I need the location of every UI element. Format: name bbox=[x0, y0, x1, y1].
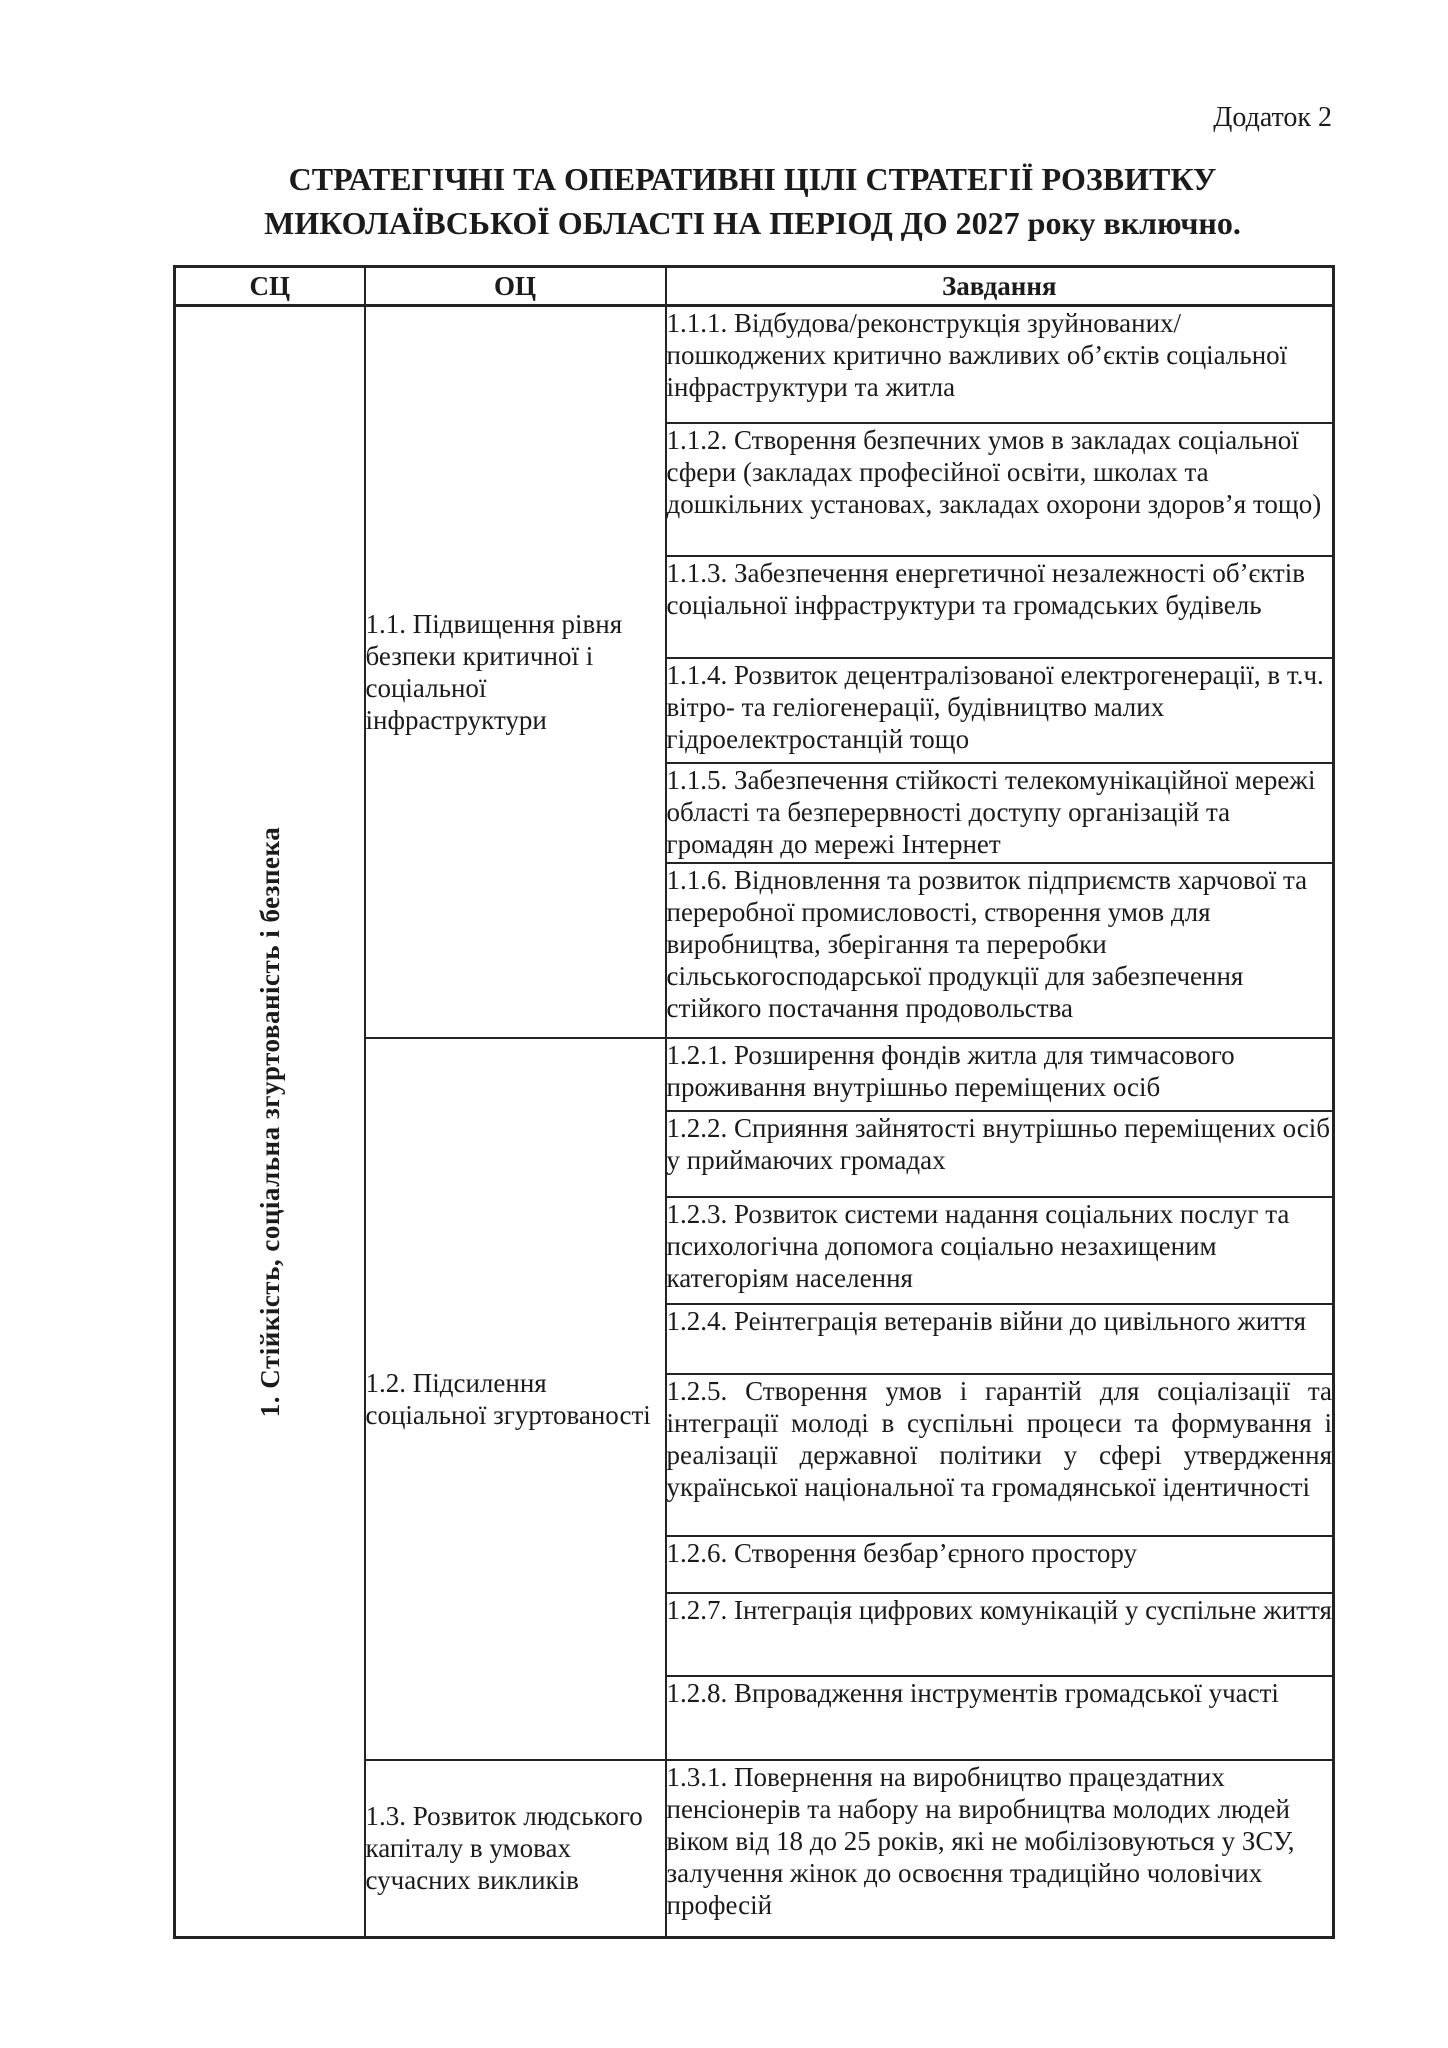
strategic-goal-cell bbox=[175, 306, 365, 1938]
page-title bbox=[173, 157, 1332, 245]
operational-goal-1-3-cell bbox=[365, 1760, 666, 1938]
task-1-2-3: 1.2.3. Розвиток системи надання соціальних послуг та психологічна допомога соціально незахищеним категоріям населення bbox=[666, 1197, 1334, 1304]
task-1-1-3: 1.1.3. Забезпечення енергетичної незалежності об’єктів соціальної інфраструктури та громадських будівель bbox=[666, 556, 1334, 658]
table-row bbox=[175, 306, 1334, 423]
task-1-1-5: 1.1.5. Забезпечення стійкості телекомунікаційної мережі області та безперервності доступу організацій та громадян до мережі Інтернет bbox=[666, 763, 1334, 863]
task-1-2-7: 1.2.7. Інтеграція цифрових комунікацій у суспільне життя bbox=[666, 1593, 1334, 1676]
table-header-row bbox=[175, 267, 1334, 306]
title-line-1: СТРАТЕГІЧНІ ТА ОПЕРАТИВНІ ЦІЛІ СТРАТЕГІЇ РОЗВИТКУ bbox=[288, 161, 1217, 197]
task-1-1-6: 1.1.6. Відновлення та розвиток підприємств харчової та переробної промисловості, створення умов для виробництва, зберігання та переробки сільськогосподарської продукції для забезпечення стійкого постачання продовольства bbox=[666, 863, 1334, 1038]
operational-goal-1-2-label: 1.2. Підсилення соціальної згуртованості bbox=[365, 1367, 651, 1430]
task-1-2-1: 1.2.1. Розширення фондів житла для тимчасового проживання внутрішньо переміщених осіб bbox=[666, 1038, 1334, 1111]
task-1-3-1: 1.3.1. Повернення на виробництво працездатних пенсіонерів та набору на виробництва молодих людей віком від 18 до 25 років, які не мобілізовуються у ЗСУ, залучення жінок до освоєння традиційно чоловічих професій bbox=[666, 1760, 1334, 1938]
task-1-2-4: 1.2.4. Реінтеграція ветеранів війни до цивільного життя bbox=[666, 1304, 1334, 1374]
task-1-1-4: 1.1.4. Розвиток децентралізованої електрогенерації, в т.ч. вітро- та геліогенерації, будівництво малих гідроелектростанцій тощо bbox=[666, 658, 1334, 763]
operational-goal-1-3-label: 1.3. Розвиток людського капіталу в умовах сучасних викликів bbox=[365, 1801, 643, 1896]
task-1-2-8: 1.2.8. Впровадження інструментів громадської участі bbox=[666, 1676, 1334, 1760]
goals-table bbox=[173, 265, 1335, 1939]
task-1-1-2: 1.1.2. Створення безпечних умов в закладах соціальної сфери (закладах професійної освіти, школах та дошкільних установах, закладах охорони здоров’я тощо) bbox=[666, 423, 1334, 556]
annex-label: Додаток 2 bbox=[1213, 102, 1332, 133]
header-tasks: Завдання bbox=[666, 267, 1334, 306]
operational-goal-1-2-cell bbox=[365, 1038, 666, 1760]
task-1-1-1: 1.1.1. Відбудова/реконструкція зруйнованих/пошкоджених критично важливих об’єктів соціальної інфраструктури та житла bbox=[666, 306, 1334, 423]
operational-goal-1-1-label: 1.1. Підвищення рівня безпеки критичної і соціальної інфраструктури bbox=[365, 608, 623, 735]
operational-goal-1-1-cell bbox=[365, 306, 666, 1038]
task-1-2-2: 1.2.2. Сприяння зайнятості внутрішньо переміщених осіб у приймаючих громадах bbox=[666, 1111, 1334, 1197]
task-1-2-6: 1.2.6. Створення безбар’єрного простору bbox=[666, 1536, 1334, 1593]
document-content bbox=[173, 0, 1332, 1939]
title-line-2: МИКОЛАЇВСЬКОЇ ОБЛАСТІ НА ПЕРІОД ДО 2027 року включно. bbox=[264, 205, 1241, 241]
header-sc: СЦ bbox=[175, 267, 365, 306]
header-oc: ОЦ bbox=[365, 267, 666, 306]
task-1-2-5: 1.2.5. Створення умов і гарантій для соціалізації та інтеграції молоді в суспільні процеси та формування і реалізації державної політики у сфері утвердження української національної та громадянської ідентичності bbox=[666, 1374, 1334, 1536]
strategic-goal-label: 1. Стійкість, соціальна згуртованість і безпека bbox=[254, 826, 285, 1417]
